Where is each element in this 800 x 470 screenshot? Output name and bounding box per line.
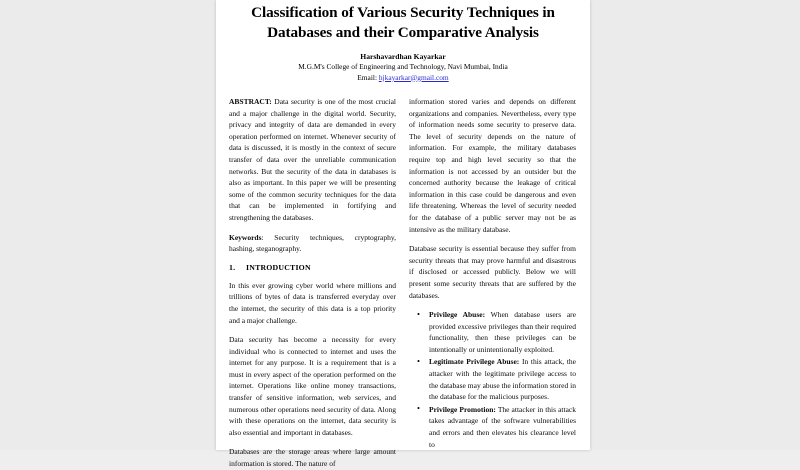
bullet-icon: • xyxy=(417,355,420,366)
keywords-label: Keywords xyxy=(229,232,262,242)
abstract-paragraph xyxy=(229,96,396,224)
section-heading-introduction xyxy=(229,263,396,272)
page-gutter-left xyxy=(0,0,216,450)
column-right xyxy=(409,96,576,470)
two-column-body xyxy=(229,96,577,470)
abstract-label: ABSTRACT: xyxy=(229,97,272,106)
author-affiliation: M.G.M's College of Engineering and Technology, Navi Mumbai, India xyxy=(298,62,508,71)
right-paragraph-1: information stored varies and depends on different organizations and companies. Nevertheless, every type of information needs some security to preserve data. The level of security depends on the nature of information. For example, the military databases require top and high level security so that the information is not accessed by an outsider but the concerned authority because the leakage of critical information in this case could be dangerous and even life threatening. Whereas the level of security needed for the database of a public server may not be as intensive as the military database. xyxy=(409,97,576,234)
list-item xyxy=(409,404,576,450)
threat-text: When database users are provided excessive privileges than their required functionality, then these privileges can be intentionally or unintentionally exploited. xyxy=(429,310,576,354)
threat-term: Privilege Abuse: xyxy=(429,310,486,320)
section-title: INTRODUCTION xyxy=(246,262,311,272)
bullet-icon: • xyxy=(417,403,420,414)
list-item xyxy=(409,309,576,355)
intro-paragraph-3: Databases are the storage areas where large amount information is stored. The nature of xyxy=(229,447,396,469)
threats-list xyxy=(409,309,576,450)
list-item xyxy=(409,356,576,402)
intro-paragraph-2: Data security has become a necessity for every individual who is connected to internet and uses the internet for any purpose. It is a requirement that is a must in every aspect of the operation performed on the internet. Operations like online money transactions, transfer of sensitive information, web services, and numerous other operations need security of data. Along with these operations on the internet, data security is also essential and important in databases. xyxy=(229,335,396,437)
threat-text: The attacker in this attack takes advantage of the software vulnerabilities and errors and then elevates his clearance level to xyxy=(429,404,576,449)
email-link[interactable]: hjkayarkar@gmail.com xyxy=(378,72,449,82)
page-title: Classification of Various Security Techniques in Databases and their Comparative Analysis xyxy=(251,4,555,41)
page-gutter-right xyxy=(590,0,800,450)
author-email-line xyxy=(229,73,577,84)
section-number: 1. xyxy=(229,262,236,272)
keywords-paragraph xyxy=(229,232,396,255)
paper-page xyxy=(216,0,590,469)
threat-text: In this attack, the attacker with the legitimate privilege access to the database may abuse the information stored in the database for the malicious purposes. xyxy=(429,357,576,402)
email-label: Email: xyxy=(357,72,378,82)
author-name: Harshavardhan Kayarkar xyxy=(360,52,446,61)
keywords-text: : Security techniques, cryptography, hashing, steganography. xyxy=(229,232,396,254)
column-left xyxy=(229,96,396,470)
abstract-text: Data security is one of the most crucial and a major challenge in the digital world. Security, privacy and integrity of data are demanded in every operation performed on internet. Whenever security of data is discussed, it is mostly in the context of secure transfer of data over the unreliable communication networks. But the security of the data in databases is also as important. In this paper we will be presenting some of the common security techniques for the data that can be implemented in fortifying and strengthening the databases. xyxy=(229,97,396,222)
threat-term: Legitimate Privilege Abuse: xyxy=(429,357,520,367)
bullet-icon: • xyxy=(417,308,420,319)
right-paragraph-2: Database security is essential because they suffer from security threats that may prove harmful and disastrous if disclosed or accessed publicly. Below we will present some security threats that are suffered by the databases. xyxy=(409,244,576,300)
intro-paragraph-1: In this ever growing cyber world where millions and trillions of bytes of data is transferred everyday over the internet, the security of this data is a top priority and a major challenge. xyxy=(229,280,396,325)
threat-term: Privilege Promotion: xyxy=(429,404,496,414)
